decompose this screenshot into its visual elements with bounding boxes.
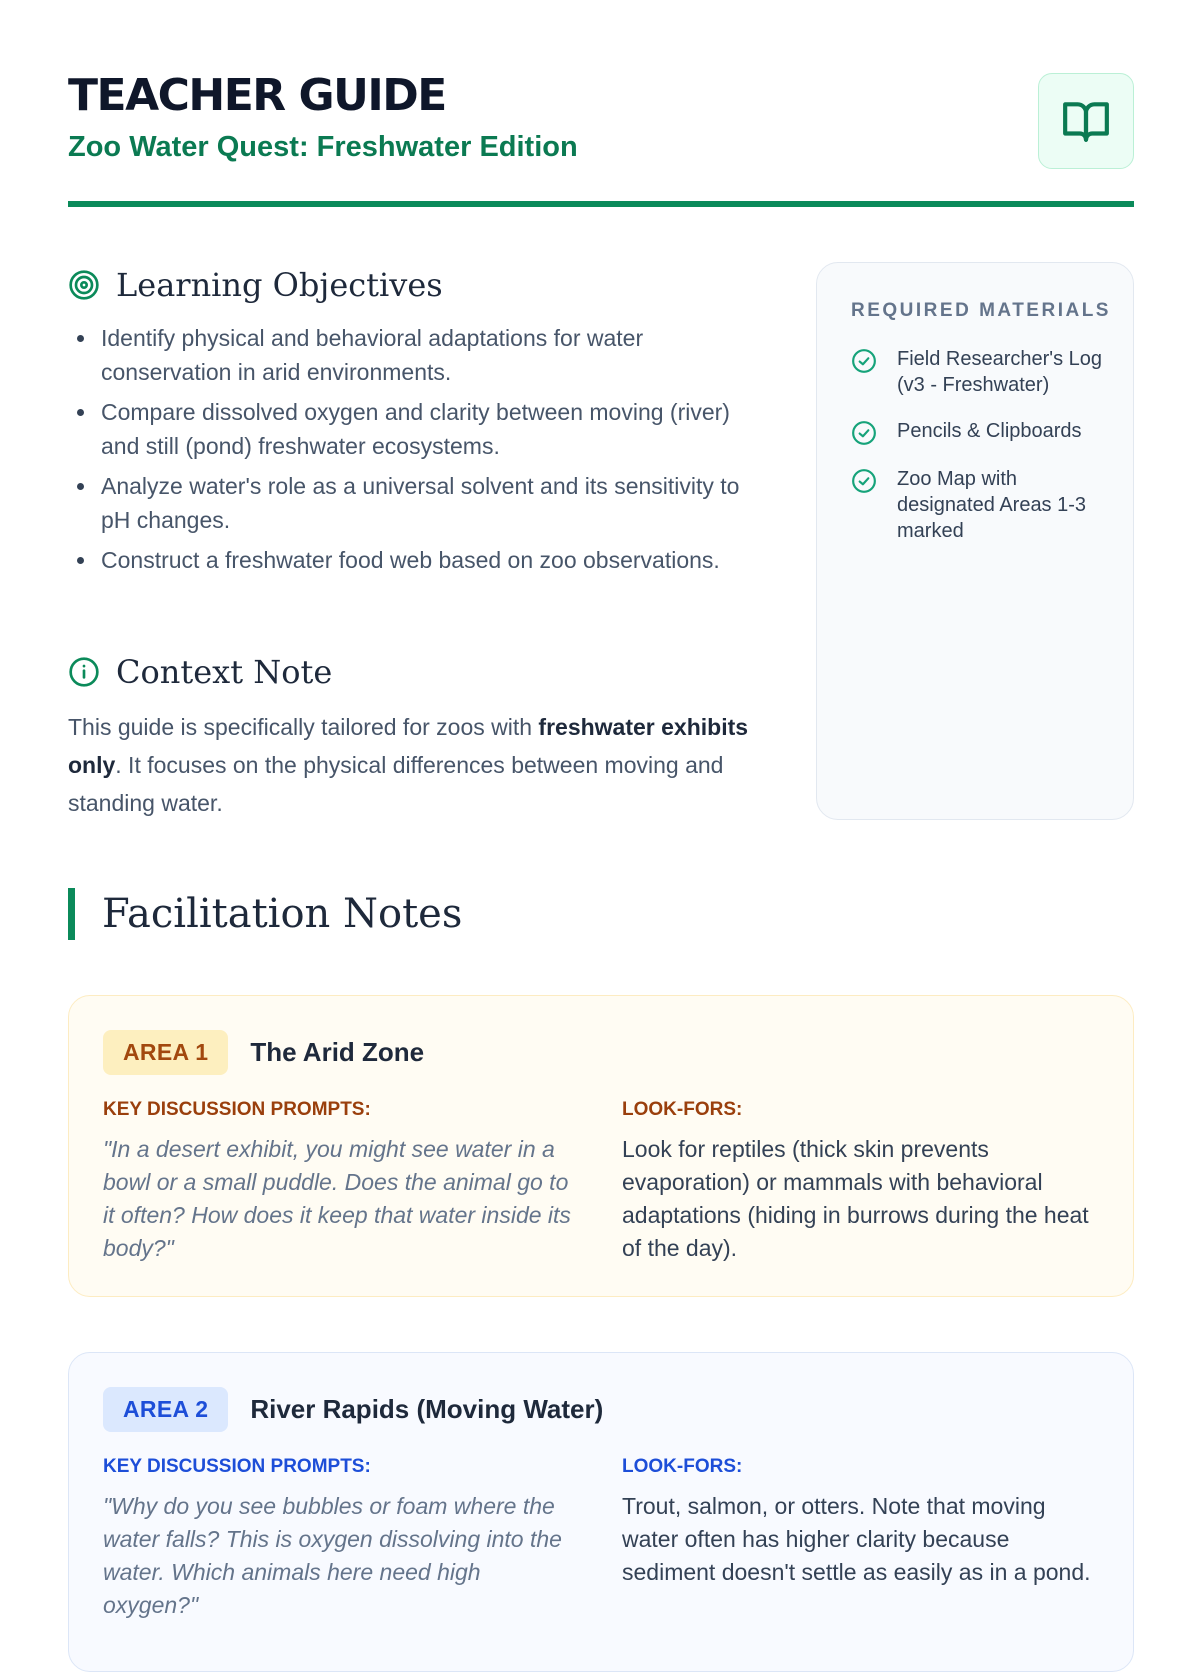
context-text-bold: freshwater exhibits only	[68, 714, 749, 778]
facilitation-heading: Facilitation Notes	[68, 888, 462, 940]
prompt-text: "Why do you see bubbles or foam where the water falls? This is oxygen dissolving into the water. Which animals here need high oxygen?"	[103, 1493, 562, 1618]
area-name: River Rapids (Moving Water)	[250, 1394, 604, 1424]
learning-objectives-section	[68, 265, 758, 583]
required-materials-panel	[816, 262, 1134, 820]
objectives-list	[68, 321, 758, 577]
area-name: The Arid Zone	[250, 1037, 425, 1067]
area-header	[103, 1030, 1100, 1075]
book-badge	[1038, 73, 1134, 169]
materials-title: REQUIRED MATERIALS	[851, 300, 1111, 321]
prompts-label: KEY DISCUSSION PROMPTS:	[103, 1456, 371, 1477]
area-card-1	[68, 995, 1134, 1297]
check-circle-icon	[851, 468, 877, 494]
page-header	[68, 70, 1134, 207]
objective-item: Compare dissolved oxygen and clarity between moving (river) and still (pond) freshwater ecosystems.	[68, 395, 758, 463]
context-heading-row	[68, 652, 768, 692]
area-badge: AREA 2	[103, 1387, 228, 1432]
prompts-column	[103, 1097, 578, 1265]
objective-item: Construct a freshwater food web based on zoo observations.	[68, 543, 758, 577]
lookfors-column	[622, 1097, 1097, 1265]
context-note-section	[68, 652, 768, 822]
material-item	[851, 346, 1113, 398]
info-icon	[68, 656, 100, 688]
area-columns	[103, 1454, 1100, 1622]
objectives-heading-row	[68, 265, 758, 305]
context-text-before: This guide is specifically tailored for zoos with	[68, 714, 539, 740]
page-title: TEACHER GUIDE	[68, 70, 446, 121]
material-item	[851, 466, 1113, 544]
material-label: Pencils & Clipboards	[897, 420, 1082, 442]
lookfors-column	[622, 1454, 1097, 1622]
lookfor-text: Look for reptiles (thick skin prevents evaporation) or mammals with behavioral adaptations (hiding in burrows during the heat of the day).	[622, 1136, 1089, 1261]
context-text-after: . It focuses on the physical differences between moving and standing water.	[68, 752, 724, 816]
page-subtitle: Zoo Water Quest: Freshwater Edition	[68, 131, 578, 163]
material-item	[851, 418, 1113, 446]
material-label: Zoo Map with designated Areas 1-3 marked	[897, 468, 1087, 542]
prompts-column	[103, 1454, 578, 1622]
target-icon	[68, 269, 100, 301]
material-label: Field Researcher's Log (v3 - Freshwater)	[897, 348, 1103, 396]
objectives-heading: Learning Objectives	[116, 266, 443, 304]
materials-list	[851, 346, 1113, 544]
book-icon	[1061, 96, 1111, 146]
area-header	[103, 1387, 1100, 1432]
check-circle-icon	[851, 348, 877, 374]
context-text	[68, 708, 768, 822]
area-badge: AREA 1	[103, 1030, 228, 1075]
context-heading: Context Note	[116, 653, 333, 691]
check-circle-icon	[851, 420, 877, 446]
area-columns	[103, 1097, 1100, 1265]
prompts-label: KEY DISCUSSION PROMPTS:	[103, 1099, 371, 1120]
lookfors-label: LOOK-FORS:	[622, 1456, 743, 1477]
area-card-2	[68, 1352, 1134, 1672]
prompt-text: "In a desert exhibit, you might see water in a bowl or a small puddle. Does the animal go to it often? How does it keep that water inside its body?"	[103, 1136, 571, 1261]
objective-item: Identify physical and behavioral adaptations for water conservation in arid environments.	[68, 321, 758, 389]
objective-item: Analyze water's role as a universal solvent and its sensitivity to pH changes.	[68, 469, 758, 537]
lookfors-label: LOOK-FORS:	[622, 1099, 743, 1120]
lookfor-text: Trout, salmon, or otters. Note that moving water often has higher clarity because sediment doesn't settle as easily as in a pond.	[622, 1493, 1091, 1585]
